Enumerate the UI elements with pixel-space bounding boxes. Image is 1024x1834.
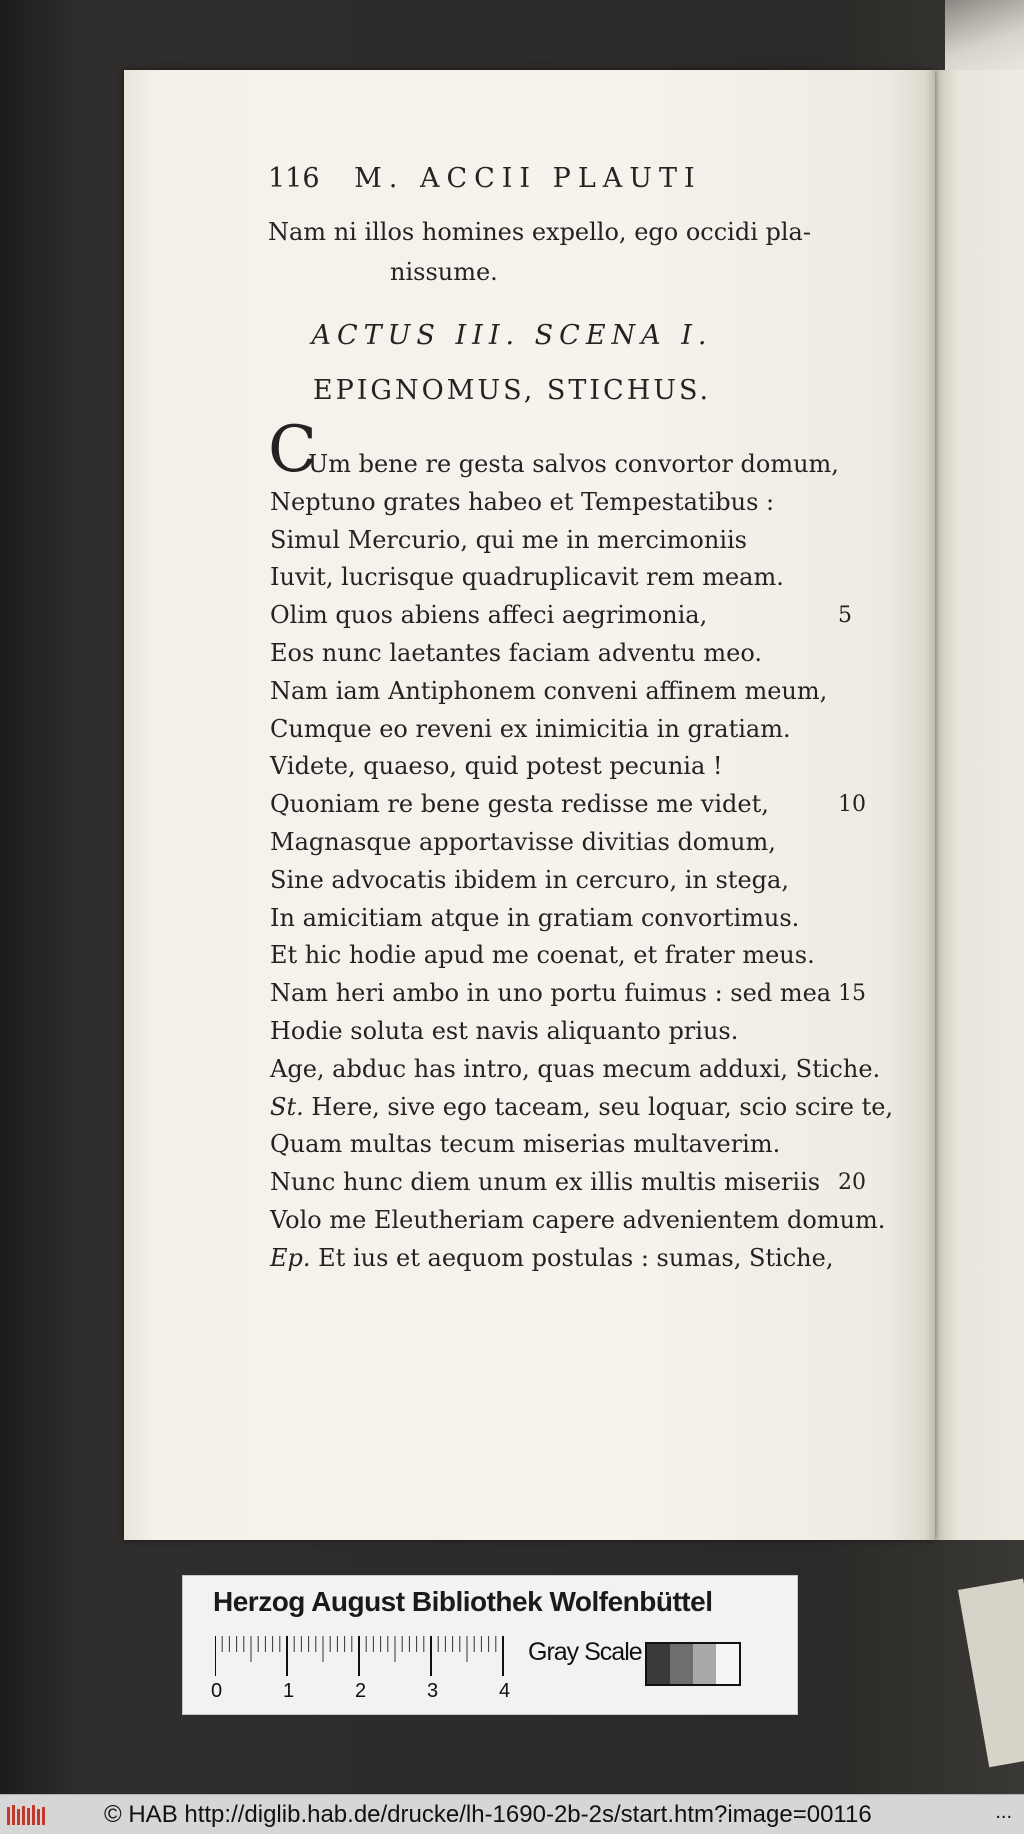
verse-line (270, 1093, 893, 1121)
ruler-number: 2 (355, 1680, 367, 1702)
verse-line (270, 488, 774, 516)
gray-swatch (693, 1644, 716, 1684)
verse-text: Here, sive ego taceam, seu loquar, scio scire te, (311, 1092, 894, 1121)
verse-text: Et ius et aequom postulas : sumas, Stiche, (318, 1243, 834, 1272)
verse-text: Nam iam Antiphonem conveni affinem meum, (270, 676, 828, 705)
speaker-label: St. (270, 1092, 304, 1121)
verse-text: Hodie soluta est navis aliquanto prius. (270, 1017, 739, 1045)
verse-text: Quoniam re bene gesta redisse me videt, (270, 790, 769, 819)
verse-line (270, 563, 784, 591)
line-number: 5 (838, 603, 852, 629)
pre-line-2: nissume. (390, 258, 498, 286)
verse-line (270, 904, 799, 932)
gray-scale-label: Gray Scale (528, 1638, 642, 1666)
verse-text: Nunc hunc diem unum ex illis multis miseriis (270, 1168, 821, 1197)
hab-logo-icon (6, 1803, 46, 1827)
gray-scale-swatches (645, 1642, 741, 1686)
verse-text: Olim quos abiens affeci aegrimonia, (270, 601, 708, 630)
verse-text: In amicitiam atque in gratiam convortimus. (270, 903, 800, 932)
running-header (268, 163, 702, 194)
page-number: 116 (268, 163, 320, 194)
ruler-number: 3 (427, 1680, 439, 1702)
gray-swatch (716, 1644, 739, 1684)
verse-text: Simul Mercurio, qui me in mercimoniis (270, 525, 747, 554)
verse-line (270, 639, 762, 667)
verse-text: Iuvit, lucrisque quadruplicavit rem meam. (270, 563, 784, 592)
verse-text: Eos nunc laetantes faciam adventu meo. (270, 639, 762, 667)
verse-line (270, 1055, 880, 1083)
ruler-icon (215, 1636, 505, 1676)
characters-heading: EPIGNOMUS, STICHUS. (312, 375, 712, 406)
verse-text: Volo me Eleutheriam capere advenientem domum. (270, 1206, 886, 1234)
library-name: Herzog August Bibliothek Wolfenbüttel (213, 1586, 713, 1617)
verse-line (270, 601, 707, 629)
library-label-card (182, 1575, 798, 1715)
verse-line (270, 715, 791, 743)
verse-text: Age, abduc has intro, quas mecum adduxi, Stiche. (270, 1054, 881, 1083)
verse-text: Magnasque apportavisse divitias domum, (270, 828, 776, 856)
facing-page-corner (945, 0, 1024, 70)
verse-text: Sine advocatis ibidem in cercuro, in stega, (270, 865, 789, 894)
copyright-footer (0, 1794, 1024, 1834)
verse-line (270, 1244, 833, 1272)
line-number: 10 (838, 792, 866, 818)
verse-line (270, 828, 776, 856)
verse-line (270, 1168, 820, 1196)
verse-line (270, 866, 789, 894)
line-number: 20 (838, 1170, 866, 1196)
pre-line-1: Nam ni illos homines expello, ego occidi pla- (268, 218, 811, 246)
ruler-number: 1 (283, 1680, 295, 1702)
ruler-number: 0 (211, 1680, 223, 1702)
verse-text: Nam heri ambo in uno portu fuimus : sed mea (270, 979, 832, 1008)
verse-text: Um bene re gesta salvos convortor domum, (308, 450, 839, 478)
verse-line (270, 677, 827, 705)
verse-line (270, 1206, 885, 1234)
line-number: 15 (838, 981, 866, 1007)
more-options-icon[interactable]: ... (995, 1801, 1012, 1823)
gray-swatch (670, 1644, 693, 1684)
verse-text: Videte, quaeso, quid potest pecunia ! (270, 752, 723, 781)
running-head: M. ACCII PLAUTI (354, 163, 702, 194)
page-fold-shadow (925, 70, 935, 1540)
drop-cap: C (268, 413, 317, 487)
verse-line (270, 790, 769, 818)
verse-line (270, 1130, 780, 1158)
verse-line (270, 1017, 738, 1045)
verse-text: Et hic hodie apud me coenat, et frater meus. (270, 941, 815, 970)
gray-swatch (647, 1644, 670, 1684)
speaker-label: Ep. (270, 1243, 311, 1272)
verse-text: Neptuno grates habeo et Tempestatibus : (270, 487, 775, 516)
verse-line (308, 450, 839, 478)
verse-line (270, 752, 723, 780)
verse-line (270, 979, 831, 1007)
act-heading: ACTUS III. SCENA I. (311, 320, 713, 351)
verse-text: Cumque eo reveni ex inimicitia in gratiam. (270, 714, 791, 743)
verse-text: Quam multas tecum miserias multaverim. (270, 1130, 781, 1159)
verse-line (270, 526, 747, 554)
verse-line (270, 941, 815, 969)
ruler-number: 4 (499, 1680, 511, 1702)
copyright-text: © HAB http://diglib.hab.de/drucke/lh-1690-2b-2s/start.htm?image=00116 (104, 1801, 872, 1828)
facing-page-edge (935, 70, 1024, 1540)
